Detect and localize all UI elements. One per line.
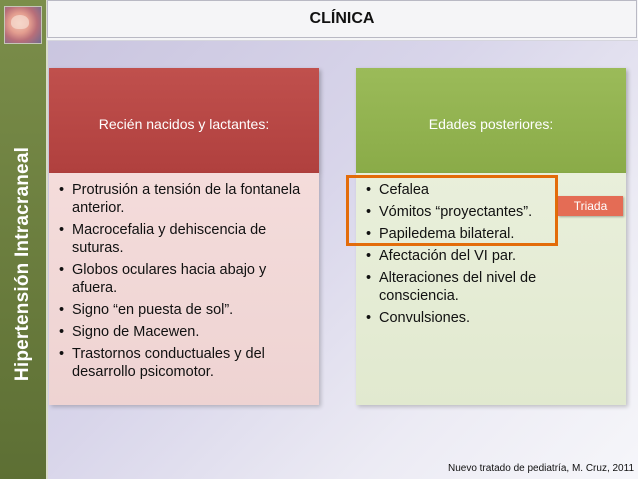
column-header-older [356, 68, 626, 173]
column-header-label: Recién nacidos y lactantes: [98, 116, 270, 132]
column-header-infants [49, 68, 319, 173]
brain-scan-logo-icon [4, 6, 42, 44]
infants-symptoms-panel [49, 173, 319, 405]
triad-highlight-box [346, 175, 558, 246]
title-box [47, 0, 637, 38]
symptom-list [49, 173, 319, 381]
list-item: • Convulsiones. [366, 309, 616, 327]
list-item: • Papiledema bilateral. [366, 225, 616, 243]
list-item: • Globos oculares hacia abajo y afuera. [59, 261, 309, 297]
list-item: • Alteraciones del nivel de consciencia. [366, 269, 616, 305]
page-title: CLÍNICA [309, 10, 375, 27]
triad-label: Triada [558, 196, 623, 216]
list-item: • Trastornos conductuales y del desarrollo psicomotor. [59, 345, 309, 381]
column-header-label: Edades posteriores: [428, 116, 554, 132]
sidebar [0, 0, 48, 479]
list-item: • Signo de Macewen. [59, 323, 309, 341]
list-item: • Cefalea [366, 181, 616, 199]
list-item: • Macrocefalia y dehiscencia de suturas. [59, 221, 309, 257]
list-item: • Afectación del VI par. [366, 247, 616, 265]
list-item: • Protrusión a tensión de la fontanela anterior. [59, 181, 309, 217]
vertical-title: Hipertensión Intracraneal [12, 146, 33, 382]
citation: Nuevo tratado de pediatría, M. Cruz, 2011 [447, 463, 634, 474]
list-item: • Vómitos “proyectantes”. [366, 203, 616, 221]
list-item: • Signo “en puesta de sol”. [59, 301, 309, 319]
